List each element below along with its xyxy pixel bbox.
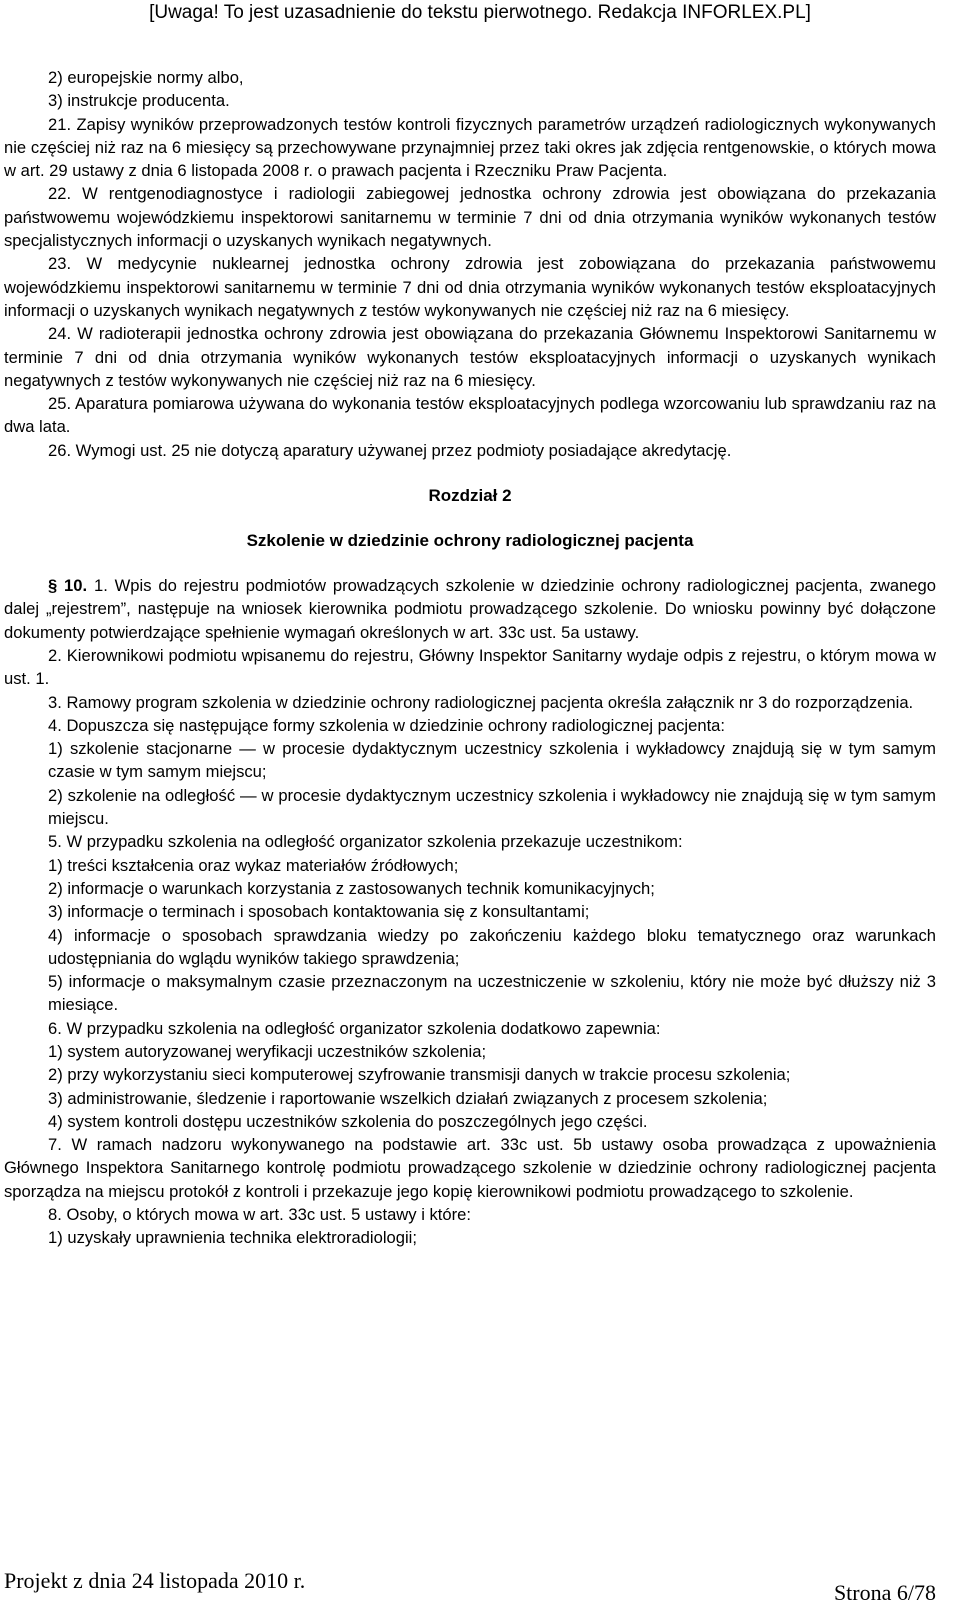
section-10-paragraph-2: 2. Kierownikowi podmiotu wpisanemu do rejestru, Główny Inspektor Sanitarny wydaje odpis z rejestru, o którym mowa w ust. 1.: [4, 645, 936, 689]
footer-page-number: Strona 6/78: [833, 1580, 936, 1605]
list-item: 1) treści kształcenia oraz wykaz materiałów źródłowych;: [48, 855, 459, 875]
list-item: 3) instrukcje producenta.: [48, 91, 230, 111]
list-item: 1) szkolenie stacjonarne — w procesie dydaktycznym uczestnicy szkolenia i wykładowcy znajdują się w tym samym czasie w tym samym miejscu;: [48, 739, 936, 782]
list-item: 1) system autoryzowanej weryfikacji uczestników szkolenia;: [48, 1041, 487, 1061]
footer-project-date: Projekt z dnia 24 listopada 2010 r.: [4, 1568, 306, 1593]
section-10-text: 1. Wpis do rejestru podmiotów prowadzących szkolenie w dziedzinie ochrony radiologicznej pacjenta, zwanego dalej „rejestrem”, następuje na wniosek kierownika podmiotu prowadzącego szkolenie. Do wniosku powinny być dołączone dokumenty potwierdzające spełnienie wymagań określonych w art. 33c ust. 5a ustawy.: [4, 576, 936, 642]
section-10-paragraph-3: 3. Ramowy program szkolenia w dziedzinie ochrony radiologicznej pacjenta określa załącznik nr 3 do rozporządzenia.: [48, 692, 914, 712]
paragraph-22: 22. W rentgenodiagnostyce i radiologii zabiegowej jednostka ochrony zdrowia jest obowiązana do przekazania państwowemu wojewódzkiemu inspektorowi sanitarnemu w terminie 7 dni od dnia otrzymania wyników wykonanych testów specjalistycznych informacji o uzyskanych wynikach negatywnych.: [4, 184, 936, 251]
list-item: 3) administrowanie, śledzenie i raportowanie wszelkich działań związanych z procesem szkolenia;: [48, 1088, 768, 1108]
list-item: 2) europejskie normy albo,: [48, 68, 244, 87]
list-item: 2) informacje o warunkach korzystania z zastosowanych technik komunikacyjnych;: [48, 878, 655, 898]
list-item: 4) system kontroli dostępu uczestników szkolenia do poszczególnych jego części.: [48, 1111, 648, 1131]
paragraph-24: 24. W radioterapii jednostka ochrony zdrowia jest obowiązana do przekazania Głównemu Inspektorowi Sanitarnemu w terminie 7 dni od dnia otrzymania wyników wykonanych testów eksploatacyjnych informacji o uzyskanych wynikach negatywnych z testów wykonywanych nie częściej niż raz na 6 miesięcy.: [4, 324, 936, 390]
section-10-paragraph-8: 8. Osoby, o których mowa w art. 33c ust. 5 ustawy i które:: [48, 1205, 471, 1225]
chapter-subtitle: Szkolenie w dziedzinie ochrony radiologicznej pacjenta: [246, 531, 694, 551]
section-10-paragraph-5: 5. W przypadku szkolenia na odległość organizator szkolenia przekazuje uczestnikom:: [48, 832, 683, 852]
section-mark: § 10.: [48, 576, 88, 596]
document-header: [Uwaga! To jest uzasadnienie do tekstu pierwotnego. Redakcja INFORLEX.PL]: [149, 2, 811, 23]
paragraph-21: 21. Zapisy wyników przeprowadzonych testów kontroli fizycznych parametrów urządzeń radiologicznych wykonywanych nie częściej niż raz na 6 miesięcy są przechowywane przynajmniej przez taki okres jak zdjęcia rentgenowskie, o których mowa w art. 29 ustawy z dnia 6 listopada 2008 r. o prawach pacjenta i Rzeczniku Praw Pacjenta.: [4, 114, 936, 181]
section-10-paragraph-6: 6. W przypadku szkolenia na odległość organizator szkolenia dodatkowo zapewnia:: [48, 1018, 661, 1038]
section-10-paragraph-4: 4. Dopuszcza się następujące formy szkolenia w dziedzinie ochrony radiologicznej pacjenta:: [48, 715, 726, 735]
list-item: 3) informacje o terminach i sposobach kontaktowania się z konsultantami;: [48, 902, 590, 922]
chapter-title: Rozdział 2: [428, 486, 512, 506]
section-10-paragraph-1: [4, 574, 936, 644]
list-item: 2) przy wykorzystaniu sieci komputerowej szyfrowanie transmisji danych w trakcie procesu szkolenia;: [48, 1065, 791, 1085]
list-item: 5) informacje o maksymalnym czasie przeznaczonym na uczestniczenie w szkoleniu, który nie może być dłuższy niż 3 miesiące.: [48, 972, 936, 1015]
paragraph-23: 23. W medycynie nuklearnej jednostka ochrony zdrowia jest zobowiązana do przekazania państwowemu wojewódzkiemu inspektorowi sanitarnemu w terminie 7 dni od dnia otrzymania wyników wykonanych testów eksploatacyjnych informacji o uzyskanych wynikach negatywnych z testów wykonywanych nie częściej niż raz na 6 miesięcy.: [4, 254, 936, 320]
list-item: 4) informacje o sposobach sprawdzania wiedzy po zakończeniu każdego bloku tematycznego oraz warunkach udostępniania do wglądu wyników takiego sprawdzenia;: [48, 925, 936, 968]
list-item: 2) szkolenie na odległość — w procesie dydaktycznym uczestnicy szkolenia i wykładowcy nie znajdują się w tym samym miejscu.: [48, 785, 936, 829]
paragraph-26: 26. Wymogi ust. 25 nie dotyczą aparatury używanej przez podmioty posiadające akredytację.: [48, 440, 732, 460]
section-10-paragraph-7: 7. W ramach nadzoru wykonywanego na podstawie art. 33c ust. 5b ustawy osoba prowadząca z upoważnienia Głównego Inspektora Sanitarnego kontrolę podmiotu prowadzącego szkolenie w dziedzinie ochrony radiologicznej pacjenta sporządza na miejscu protokół z kontroli i przekazuje jego kopię kierownikowi podmiotu prowadzącego to szkolenie.: [4, 1135, 936, 1201]
list-item: 1) uzyskały uprawnienia technika elektroradiologii;: [48, 1228, 417, 1248]
document-body: [4, 66, 936, 1250]
paragraph-25: 25. Aparatura pomiarowa używana do wykonania testów eksploatacyjnych podlega wzorcowaniu lub sprawdzaniu raz na dwa lata.: [4, 394, 936, 437]
